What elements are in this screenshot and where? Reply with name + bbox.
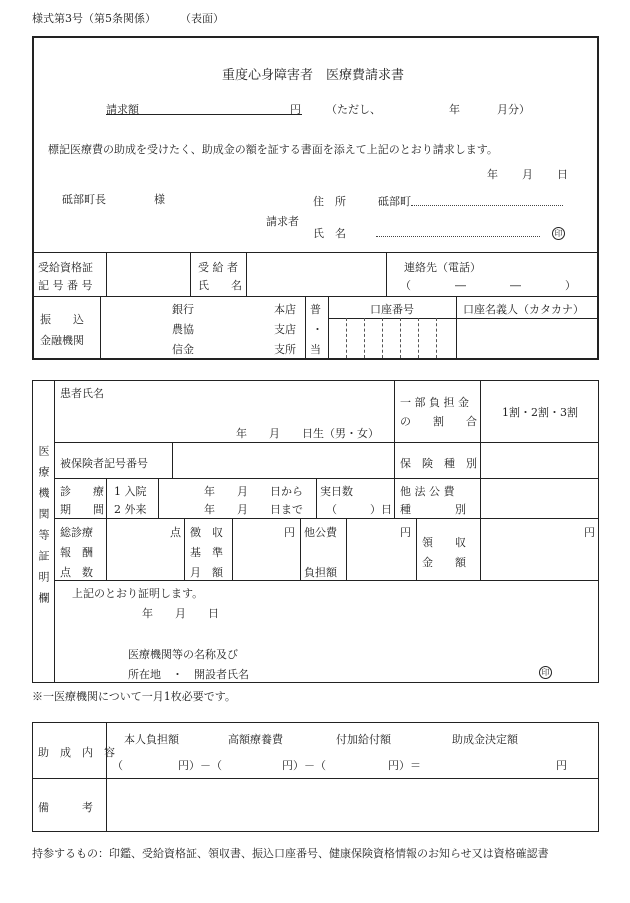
other-law-label-1: 他 法 公 費	[400, 485, 455, 498]
std-label-1: 徴 収	[190, 526, 223, 539]
date-year: 年	[487, 168, 498, 181]
certify-date[interactable]: 年 月 日	[142, 607, 219, 620]
request-statement: 標記医療費の助成を受けたく、助成金の額を証する書面を添えて上記のとおり請求します。	[48, 143, 498, 156]
note: ※一医療機関について一月1枚必要です。	[32, 690, 236, 703]
other-public-yen: 円	[400, 526, 411, 539]
decided-yen: 円	[556, 759, 567, 772]
items-to-bring: 持参するもの：印鑑、受給資格証、領収書、振込口座番号、健康保険資格情報のお知らせ又は資格確認書	[32, 847, 549, 860]
branch-main[interactable]: 本店	[274, 303, 296, 316]
form-title: 重度心身障害者 医療費請求書	[222, 68, 405, 83]
certify-statement: 上記のとおり証明します。	[72, 587, 204, 600]
self-pay-label: 本人負担額	[124, 733, 179, 746]
insurance-type-label: 保 険 種 別	[400, 457, 477, 470]
account-holder-field[interactable]	[456, 318, 599, 358]
total-points-field[interactable]	[106, 518, 184, 580]
form-side: （表面）	[180, 12, 224, 25]
total-label-1: 総診療	[60, 526, 93, 539]
actual-days-field[interactable]: （ ）日	[326, 503, 392, 516]
patient-name-label: 患者氏名	[60, 387, 104, 400]
account-current[interactable]: 当	[310, 343, 321, 356]
amount-underline	[106, 114, 302, 115]
std-label-3: 月 額	[190, 566, 223, 579]
high-cost-label: 高額療養費	[228, 733, 283, 746]
period-from[interactable]: 年 月 日から	[204, 485, 303, 498]
remarks-label: 備 考	[38, 801, 93, 814]
period-to[interactable]: 年 月 日まで	[204, 503, 303, 516]
actual-days-label: 実日数	[320, 485, 353, 498]
contact-label: 連絡先（電話）	[404, 261, 481, 274]
remarks-field[interactable]	[106, 778, 599, 832]
date-day: 日	[557, 168, 568, 181]
formula-part-3[interactable]: 円）＝	[388, 759, 421, 772]
insurance-type-field[interactable]	[480, 442, 599, 478]
receipt-label-2: 金 額	[422, 556, 466, 569]
additional-label: 付加給付額	[336, 733, 391, 746]
claimant-label: 請求者	[266, 215, 299, 228]
date-month: 月	[522, 168, 533, 181]
cert-no-label-2: 記 号 番 号	[38, 279, 93, 292]
cert-no-label-1: 受給資格証	[38, 261, 93, 274]
holder-label-2: 氏 名	[198, 279, 242, 292]
other-public-field[interactable]	[346, 518, 416, 580]
form-number: 様式第3号（第5条関係）	[32, 12, 156, 25]
address-field[interactable]	[411, 205, 563, 206]
inpatient-option[interactable]: 1 入院	[114, 485, 147, 498]
copay-label-1: 一 部 負 担 金	[400, 396, 469, 409]
institution-address-label: 所在地 ・ 開設者氏名	[128, 668, 249, 681]
copay-value[interactable]: 1割・2割・3割	[502, 406, 578, 419]
std-label-2: 基 準	[190, 546, 223, 559]
std-yen: 円	[284, 526, 295, 539]
std-amount-field[interactable]	[232, 518, 300, 580]
seal-mark: 印	[552, 227, 565, 240]
account-holder-label: 口座名義人（カタカナ）	[463, 303, 584, 316]
proviso-year: 年	[449, 103, 460, 116]
other-public-label-2: 負担額	[304, 566, 337, 579]
cert-side-label: 医療機関等証明欄	[37, 445, 50, 613]
holder-name-field[interactable]	[246, 252, 386, 296]
amount-yen: 円	[290, 103, 301, 116]
subsidy-label: 助 成 内 容	[38, 746, 115, 759]
birth-label: 年 月 日生（男・女）	[236, 427, 379, 440]
bank-label-2: 金融機関	[40, 334, 84, 347]
name-label: 氏 名	[313, 227, 346, 240]
insured-no-label: 被保険者記号番号	[60, 457, 148, 470]
bank-label-1: 振 込	[40, 313, 84, 326]
treatment-label-2: 期 間	[60, 503, 104, 516]
other-law-field[interactable]	[480, 478, 599, 518]
formula-part-1[interactable]: （ 円）－（	[112, 759, 222, 772]
address-prefix: 砥部町	[378, 195, 411, 208]
branch-branch[interactable]: 支店	[274, 323, 296, 336]
branch-office[interactable]: 支所	[274, 343, 296, 356]
receipt-yen: 円	[584, 526, 595, 539]
receipt-amount-field[interactable]	[480, 518, 599, 580]
decided-label: 助成金決定額	[452, 733, 518, 746]
addressee-sama: 様	[154, 193, 165, 206]
addressee: 砥部町長	[62, 193, 106, 206]
copay-label-2: の 割 合	[400, 415, 477, 428]
proviso-open: （ただし、	[326, 103, 381, 116]
outpatient-option[interactable]: 2 外来	[114, 503, 147, 516]
total-label-2: 報 酬	[60, 546, 93, 559]
total-points-unit: 点	[170, 526, 181, 539]
institution-seal-mark: 印	[539, 666, 552, 679]
cert-no-field[interactable]	[106, 252, 190, 296]
account-no-label: 口座番号	[370, 303, 414, 316]
other-law-label-2: 種 別	[400, 503, 466, 516]
bank-type-bank[interactable]: 銀行	[172, 303, 194, 316]
bank-type-ja[interactable]: 農協	[172, 323, 194, 336]
holder-label-1: 受 給 者	[198, 261, 238, 274]
treatment-label-1: 診 療	[60, 485, 104, 498]
contact-field[interactable]: （ ― ― ）	[400, 279, 576, 292]
name-field[interactable]	[376, 236, 540, 237]
patient-name-field[interactable]	[54, 380, 394, 442]
receipt-label-1: 領 収	[422, 536, 466, 549]
total-label-3: 点 数	[60, 566, 93, 579]
bank-type-shinkin[interactable]: 信金	[172, 343, 194, 356]
account-dot: ・	[312, 323, 323, 336]
account-ordinary[interactable]: 普	[310, 303, 321, 316]
address-label: 住 所	[313, 195, 346, 208]
amount-label: 請求額	[106, 103, 139, 116]
other-public-label-1: 他公費	[304, 526, 337, 539]
insured-no-field[interactable]	[172, 442, 394, 478]
proviso-month: 月分）	[497, 103, 530, 116]
account-no-field[interactable]	[328, 318, 456, 358]
institution-name-label: 医療機関等の名称及び	[128, 648, 238, 661]
formula-part-2[interactable]: 円）－（	[282, 759, 326, 772]
